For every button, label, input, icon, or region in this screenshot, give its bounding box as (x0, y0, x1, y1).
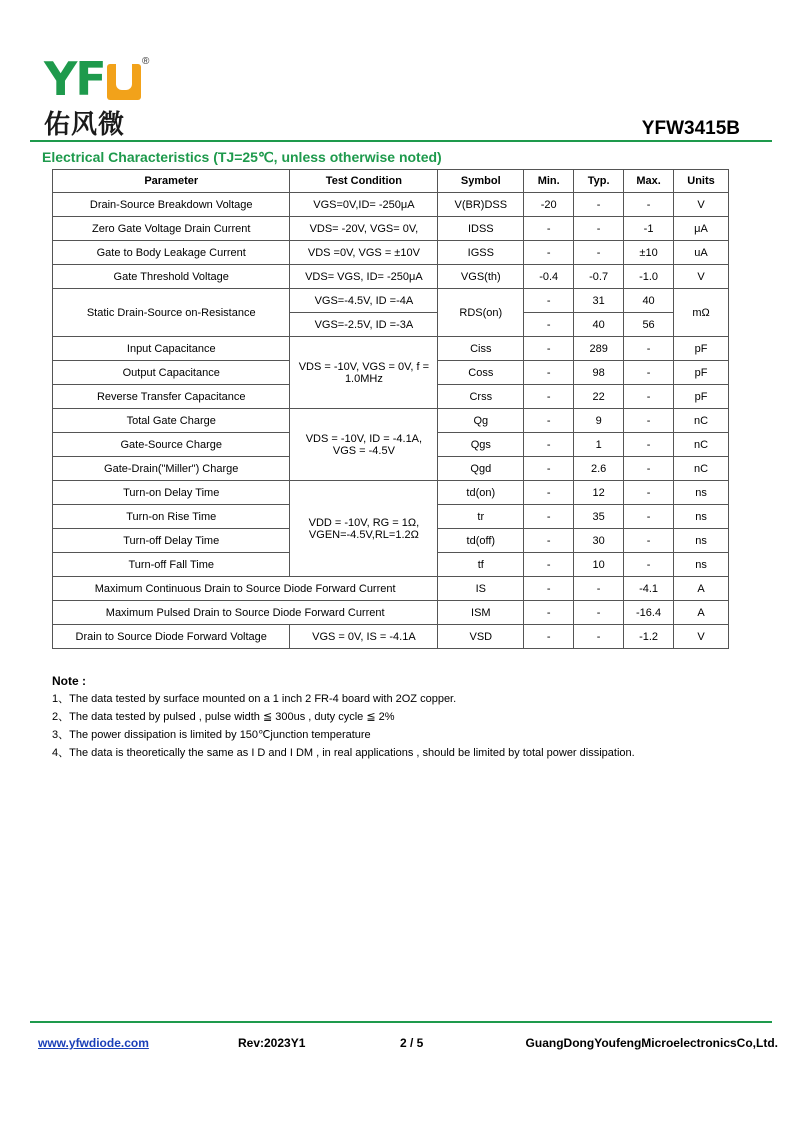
param-cell: Total Gate Charge (53, 409, 290, 433)
param-cell: Turn-off Fall Time (53, 553, 290, 577)
part-number: YFW3415B (641, 118, 740, 139)
switch-cond-line2: VGEN=-4.5V,RL=1.2Ω (308, 528, 419, 541)
symbol-cell: ISM (438, 601, 524, 625)
unit-cell: V (674, 625, 729, 649)
symbol-cell: tr (438, 505, 524, 529)
max-cell: - (624, 361, 674, 385)
table-header-row (53, 170, 729, 193)
typ-cell: 289 (574, 337, 624, 361)
min-cell: - (524, 601, 574, 625)
table-row (53, 265, 729, 289)
header-typ: Typ. (574, 170, 624, 193)
max-cell: - (624, 457, 674, 481)
min-cell: - (524, 625, 574, 649)
note-item: 2、The data tested by pulsed , pulse width ≦ 300us , duty cycle ≦ 2% (52, 711, 395, 723)
symbol-cell: RDS(on) (438, 289, 524, 337)
max-cell: - (624, 505, 674, 529)
param-cell: Turn-on Delay Time (53, 481, 290, 505)
min-cell: - (524, 337, 574, 361)
symbol-cell: td(on) (438, 481, 524, 505)
registered-mark: ® (142, 56, 150, 67)
unit-cell: A (674, 601, 729, 625)
unit-cell: nC (674, 433, 729, 457)
unit-cell: pF (674, 385, 729, 409)
symbol-cell: VGS(th) (438, 265, 524, 289)
table-row (53, 217, 729, 241)
typ-cell: 10 (574, 553, 624, 577)
param-cell: Output Capacitance (53, 361, 290, 385)
param-cell: Drain to Source Diode Forward Voltage (53, 625, 290, 649)
symbol-cell: Ciss (438, 337, 524, 361)
symbol-cell: Qg (438, 409, 524, 433)
typ-cell: - (574, 217, 624, 241)
min-cell: - (524, 289, 574, 313)
cond-cell (290, 481, 438, 577)
note-item: 4、The data is theoretically the same as I D and I DM , in real applications , should be limited by total power dissipation. (52, 747, 635, 759)
param-cell: Gate-Source Charge (53, 433, 290, 457)
revision: Rev:2023Y1 (238, 1036, 306, 1050)
unit-cell: nC (674, 409, 729, 433)
typ-cell: 22 (574, 385, 624, 409)
max-cell: - (624, 385, 674, 409)
min-cell: - (524, 457, 574, 481)
table-row (53, 409, 729, 433)
param-cell: Turn-on Rise Time (53, 505, 290, 529)
symbol-cell: Coss (438, 361, 524, 385)
unit-cell: ns (674, 529, 729, 553)
footer-divider (30, 1021, 772, 1023)
unit-cell: pF (674, 361, 729, 385)
typ-cell: 2.6 (574, 457, 624, 481)
param-cell: Gate to Body Leakage Current (53, 241, 290, 265)
min-cell: - (524, 481, 574, 505)
typ-cell: 98 (574, 361, 624, 385)
unit-cell: ns (674, 481, 729, 505)
header-min: Min. (524, 170, 574, 193)
symbol-cell: td(off) (438, 529, 524, 553)
table-row (53, 241, 729, 265)
max-cell: - (624, 337, 674, 361)
min-cell: - (524, 505, 574, 529)
unit-cell: V (674, 265, 729, 289)
min-cell: - (524, 385, 574, 409)
max-cell: 56 (624, 313, 674, 337)
unit-cell: nC (674, 457, 729, 481)
max-cell: - (624, 409, 674, 433)
cond-cell: VDS= -20V, VGS= 0V, (290, 217, 438, 241)
unit-cell: ns (674, 553, 729, 577)
param-cell: Turn-off Delay Time (53, 529, 290, 553)
cond-cell: VGS=-2.5V, ID =-3A (290, 313, 438, 337)
header-units: Units (674, 170, 729, 193)
typ-cell: - (574, 601, 624, 625)
logo-chinese: 佑风微 (44, 110, 126, 140)
typ-cell: - (574, 241, 624, 265)
max-cell: -16.4 (624, 601, 674, 625)
header-max: Max. (624, 170, 674, 193)
min-cell: - (524, 241, 574, 265)
min-cell: - (524, 529, 574, 553)
min-cell: -20 (524, 193, 574, 217)
note-item: 3、The power dissipation is limited by 150℃junction temperature (52, 729, 371, 741)
max-cell: 40 (624, 289, 674, 313)
website-link[interactable]: www.yfwdiode.com (38, 1036, 149, 1050)
max-cell: -4.1 (624, 577, 674, 601)
unit-cell: mΩ (674, 289, 729, 337)
company-logo (44, 52, 164, 140)
param-cell: Gate Threshold Voltage (53, 265, 290, 289)
header-parameter: Parameter (53, 170, 290, 193)
table-row (53, 481, 729, 505)
typ-cell: - (574, 193, 624, 217)
typ-cell: 9 (574, 409, 624, 433)
min-cell: - (524, 313, 574, 337)
unit-cell: μA (674, 217, 729, 241)
unit-cell: uA (674, 241, 729, 265)
symbol-cell: IS (438, 577, 524, 601)
table-row (53, 625, 729, 649)
cond-cell: VGS=-4.5V, ID =-4A (290, 289, 438, 313)
typ-cell: 31 (574, 289, 624, 313)
cond-cell: VDS =0V, VGS = ±10V (290, 241, 438, 265)
header-test-condition: Test Condition (290, 170, 438, 193)
min-cell: - (524, 433, 574, 457)
typ-cell: - (574, 577, 624, 601)
logo-latin: YF (44, 52, 105, 106)
unit-cell: A (674, 577, 729, 601)
table-row (53, 577, 729, 601)
header-divider (30, 140, 772, 142)
min-cell: - (524, 361, 574, 385)
max-cell: -1 (624, 217, 674, 241)
param-cell: Static Drain-Source on-Resistance (53, 289, 290, 337)
typ-cell: 35 (574, 505, 624, 529)
max-cell: -1.0 (624, 265, 674, 289)
table-row (53, 193, 729, 217)
min-cell: - (524, 553, 574, 577)
unit-cell: pF (674, 337, 729, 361)
symbol-cell: IGSS (438, 241, 524, 265)
min-cell: - (524, 217, 574, 241)
typ-cell: 30 (574, 529, 624, 553)
electrical-characteristics-table (52, 169, 729, 649)
cond-cell: VGS=0V,ID= -250μA (290, 193, 438, 217)
section-title: Electrical Characteristics (TJ=25℃, unless otherwise noted) (42, 149, 442, 165)
param-cell: Input Capacitance (53, 337, 290, 361)
symbol-cell: tf (438, 553, 524, 577)
param-cell: Gate-Drain("Miller") Charge (53, 457, 290, 481)
max-cell: ±10 (624, 241, 674, 265)
cond-cell: VDS = -10V, ID = -4.1A, VGS = -4.5V (290, 409, 438, 481)
logo-u-mark (107, 64, 141, 100)
max-cell: - (624, 433, 674, 457)
min-cell: -0.4 (524, 265, 574, 289)
param-cell: Maximum Pulsed Drain to Source Diode Forward Current (53, 601, 438, 625)
note-item: 1、The data tested by surface mounted on a 1 inch 2 FR-4 board with 2OZ copper. (52, 693, 457, 705)
notes-section (52, 672, 635, 762)
max-cell: - (624, 481, 674, 505)
param-cell: Drain-Source Breakdown Voltage (53, 193, 290, 217)
cond-cell: VDS = -10V, VGS = 0V, f = 1.0MHz (290, 337, 438, 409)
min-cell: - (524, 409, 574, 433)
typ-cell: - (574, 625, 624, 649)
max-cell: -1.2 (624, 625, 674, 649)
param-cell: Zero Gate Voltage Drain Current (53, 217, 290, 241)
company-name: GuangDongYoufengMicroelectronicsCo,Ltd. (525, 1036, 778, 1050)
switch-cond-line1: VDD = -10V, RG = 1Ω, (308, 516, 420, 529)
header-symbol: Symbol (438, 170, 524, 193)
cond-cell: VDS= VGS, ID= -250μA (290, 265, 438, 289)
max-cell: - (624, 529, 674, 553)
symbol-cell: Qgd (438, 457, 524, 481)
symbol-cell: Qgs (438, 433, 524, 457)
min-cell: - (524, 577, 574, 601)
notes-title: Note : (52, 674, 86, 688)
table-row (53, 289, 729, 313)
symbol-cell: IDSS (438, 217, 524, 241)
max-cell: - (624, 193, 674, 217)
symbol-cell: V(BR)DSS (438, 193, 524, 217)
cond-cell: VGS = 0V, IS = -4.1A (290, 625, 438, 649)
typ-cell: 1 (574, 433, 624, 457)
typ-cell: 12 (574, 481, 624, 505)
param-cell: Reverse Transfer Capacitance (53, 385, 290, 409)
typ-cell: 40 (574, 313, 624, 337)
symbol-cell: VSD (438, 625, 524, 649)
page-number: 2 / 5 (400, 1036, 424, 1050)
typ-cell: -0.7 (574, 265, 624, 289)
param-cell: Maximum Continuous Drain to Source Diode Forward Current (53, 577, 438, 601)
table-row (53, 337, 729, 361)
symbol-cell: Crss (438, 385, 524, 409)
unit-cell: ns (674, 505, 729, 529)
max-cell: - (624, 553, 674, 577)
table-row (53, 601, 729, 625)
unit-cell: V (674, 193, 729, 217)
